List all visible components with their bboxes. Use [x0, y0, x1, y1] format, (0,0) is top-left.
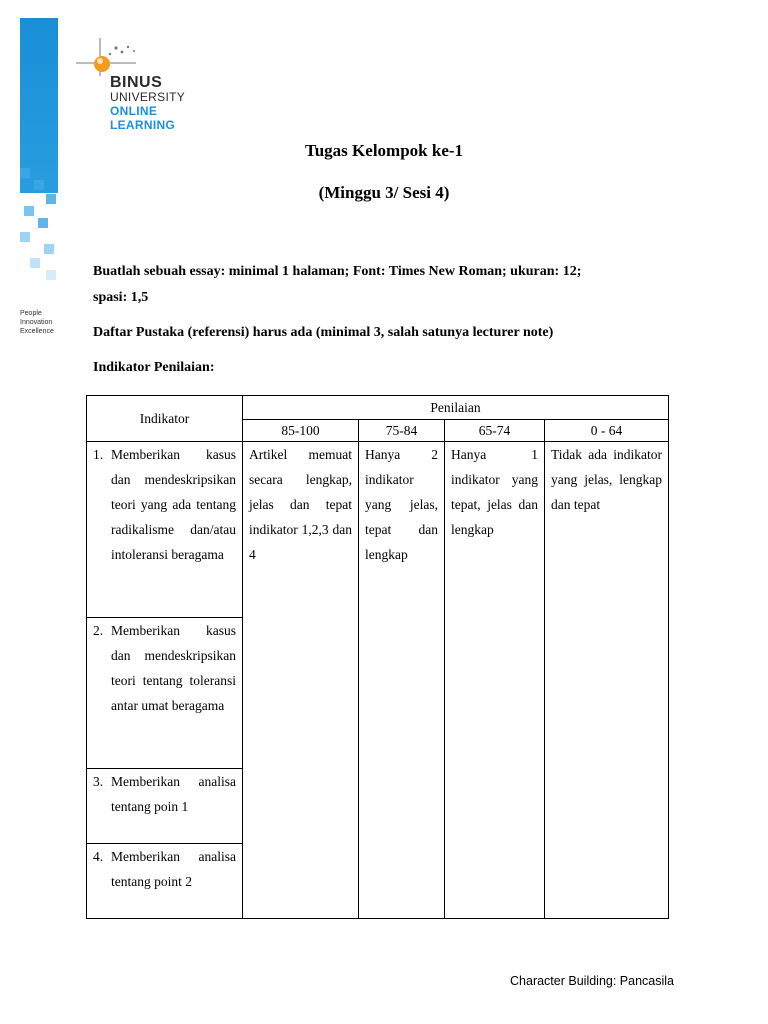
- indicator-text: Memberikan kasus dan mendeskripsikan teori yang ada tentang radikalisme dan/atau intoleransi beragama: [111, 447, 236, 562]
- sidebar-tile: [38, 218, 48, 228]
- indicator-text: Memberikan analisa tentang poin 1: [111, 774, 236, 814]
- instruction-line-2: spasi: 1,5: [93, 290, 149, 305]
- instruction-line-1: Buatlah sebuah essay: minimal 1 halaman; Font: Times New Roman; ukuran: 12;: [93, 264, 582, 279]
- indicator-cell: [87, 618, 243, 769]
- sidebar-tile: [46, 270, 56, 280]
- tagline-line: Excellence: [20, 328, 54, 335]
- header-penilaian: Penilaian: [243, 396, 669, 420]
- tagline: [20, 309, 54, 336]
- table-row: [87, 442, 669, 618]
- indicator-number: 3.: [93, 774, 104, 789]
- page-subtitle: (Minggu 3/ Sesi 4): [318, 183, 450, 202]
- logo-line-binus: BINUS: [110, 74, 163, 91]
- logo-line-online: ONLINE: [110, 104, 158, 118]
- range-header: 0 - 64: [545, 420, 669, 442]
- sidebar-blue-bar: [20, 18, 58, 193]
- page-footer: Character Building: Pancasila: [510, 974, 674, 988]
- indicator-cell: [87, 442, 243, 618]
- page-title: Tugas Kelompok ke-1: [304, 141, 464, 160]
- logo-line-learning: LEARNING: [110, 118, 176, 132]
- table-header-row: [87, 396, 669, 420]
- score-cell: Artikel memuat secara lengkap, jelas dan tepat indikator 1,2,3 dan 4: [243, 442, 359, 919]
- range-header: 85-100: [243, 420, 359, 442]
- sidebar-tile: [24, 206, 34, 216]
- indicator-text: Memberikan analisa tentang point 2: [111, 849, 236, 889]
- score-cell: Hanya 2 indikator yang jelas, tepat dan lengkap: [359, 442, 445, 919]
- assessment-table: [86, 395, 669, 919]
- indicator-number: 2.: [93, 623, 104, 638]
- tagline-line: Innovation: [20, 319, 53, 326]
- logo-line-university: UNIVERSITY: [110, 90, 186, 104]
- indicator-number: 1.: [93, 447, 104, 462]
- header-indikator: Indikator: [87, 396, 243, 442]
- sidebar-tile: [20, 168, 30, 178]
- indicator-cell: [87, 769, 243, 844]
- indicator-cell: [87, 844, 243, 919]
- tagline-line: People: [20, 310, 42, 317]
- score-cell: Tidak ada indikator yang jelas, lengkap dan tepat: [545, 442, 669, 919]
- sidebar-tile: [44, 244, 54, 254]
- indicator-number: 4.: [93, 849, 104, 864]
- range-header: 65-74: [445, 420, 545, 442]
- sidebar-tile: [20, 232, 30, 242]
- references-note: Daftar Pustaka (referensi) harus ada (minimal 3, salah satunya lecturer note): [93, 325, 554, 340]
- indicator-heading: Indikator Penilaian:: [93, 360, 215, 375]
- logo-wordmark: [110, 76, 185, 132]
- score-cell: Hanya 1 indikator yang tepat, jelas dan lengkap: [445, 442, 545, 919]
- range-header: 75-84: [359, 420, 445, 442]
- sidebar-tile: [30, 258, 40, 268]
- indicator-text: Memberikan kasus dan mendeskripsikan teori tentang toleransi antar umat beragama: [111, 623, 236, 713]
